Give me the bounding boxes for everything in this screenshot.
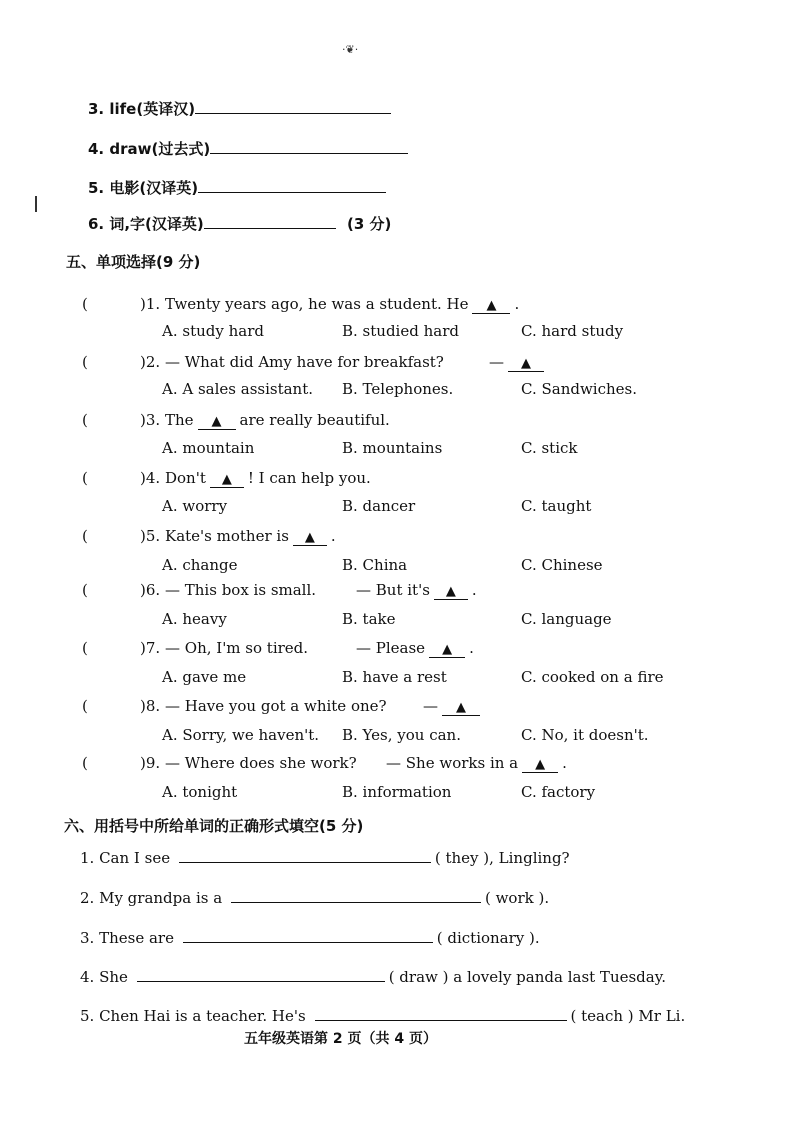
question-stem [165, 295, 519, 314]
fill-item-4 [80, 967, 666, 986]
option-c[interactable]: C. Sandwiches. [521, 380, 638, 398]
fill-item-prefix: 1. Can I see [80, 849, 171, 867]
stem-text: The [165, 411, 194, 429]
stem-text: — Please [356, 639, 426, 657]
question-stem [489, 353, 548, 372]
option-a[interactable]: A. A sales assistant. [162, 380, 314, 398]
fill-item-prefix: 2. My grandpa is a [80, 889, 223, 907]
answer-blank[interactable] [195, 99, 391, 114]
stem-text: — This box is small. [165, 581, 317, 599]
fill-item-prefix: 5. Chen Hai is a teacher. He's [80, 1007, 306, 1025]
stem-text: — [489, 353, 504, 371]
answer-blank[interactable] [434, 583, 468, 600]
triangle-icon: ▲ [445, 584, 456, 599]
answer-blank[interactable] [198, 178, 386, 193]
option-b[interactable]: B. studied hard [342, 322, 459, 340]
answer-blank[interactable] [198, 413, 236, 430]
option-c[interactable]: C. language [521, 610, 612, 628]
answer-blank[interactable] [522, 756, 558, 773]
vocab-item-label: 5. 电影(汉译英) [88, 179, 199, 197]
stem-text: . [514, 295, 520, 313]
option-c[interactable]: C. No, it doesn't. [521, 726, 649, 744]
answer-blank[interactable] [210, 139, 408, 154]
stem-text: Kate's mother is [165, 527, 289, 545]
question-number: )4. [140, 469, 161, 487]
stem-text: Don't [165, 469, 206, 487]
triangle-icon: ▲ [535, 757, 546, 772]
option-b[interactable]: B. have a rest [342, 668, 447, 686]
stem-text: — Where does she work? [165, 754, 357, 772]
answer-blank[interactable] [508, 355, 544, 372]
vocab-item-label: 4. draw(过去式) [88, 140, 211, 158]
vocab-item-label: 3. life(英译汉) [88, 100, 196, 118]
option-b[interactable]: B. information [342, 783, 452, 801]
option-a[interactable]: A. heavy [162, 610, 227, 628]
triangle-icon: ▲ [304, 530, 315, 545]
option-b[interactable]: B. Telephones. [342, 380, 454, 398]
question-stem [165, 697, 387, 715]
answer-paren[interactable]: ( [82, 639, 88, 657]
question-stem [386, 754, 567, 773]
fill-item-2 [80, 888, 549, 907]
option-b[interactable]: B. Yes, you can. [342, 726, 461, 744]
question-number: )9. [140, 754, 161, 772]
stem-text: . [330, 527, 336, 545]
question-stem [423, 697, 484, 716]
stem-text: — But it's [356, 581, 430, 599]
header-mark: ·❦· [342, 43, 359, 56]
stem-text: . [471, 581, 477, 599]
answer-blank[interactable] [183, 928, 433, 943]
question-number: )6. [140, 581, 161, 599]
question-stem [165, 527, 336, 546]
option-b[interactable]: B. mountains [342, 439, 443, 457]
vocab-item-6 [88, 213, 391, 234]
answer-blank[interactable] [315, 1006, 567, 1021]
option-a[interactable]: A. gave me [162, 668, 247, 686]
stem-text: — Oh, I'm so tired. [165, 639, 309, 657]
question-number: )7. [140, 639, 161, 657]
fill-item-5 [80, 1006, 685, 1025]
question-stem [165, 411, 390, 430]
question-number: )2. [140, 353, 161, 371]
triangle-icon: ▲ [456, 700, 466, 715]
answer-blank[interactable] [293, 529, 327, 546]
fill-item-hint: ( dictionary ). [436, 929, 540, 947]
option-b[interactable]: B. dancer [342, 497, 416, 515]
vocab-item-3 [88, 98, 391, 119]
answer-paren[interactable]: ( [82, 697, 88, 715]
question-number: )3. [140, 411, 161, 429]
question-number: )1. [140, 295, 161, 313]
answer-paren[interactable]: ( [82, 295, 88, 313]
option-c[interactable]: C. taught [521, 497, 592, 515]
fill-item-hint: ( draw ) a lovely panda last Tuesday. [388, 968, 666, 986]
fill-item-hint: ( they ), Lingling? [434, 849, 570, 867]
margin-mark [35, 196, 37, 212]
triangle-icon: ▲ [211, 414, 222, 429]
option-a[interactable]: A. tonight [162, 783, 238, 801]
fill-item-3 [80, 928, 540, 947]
stem-text: — [423, 697, 438, 715]
option-b[interactable]: B. take [342, 610, 396, 628]
triangle-icon: ▲ [521, 356, 531, 371]
option-c[interactable]: C. factory [521, 783, 596, 801]
answer-paren[interactable]: ( [82, 754, 88, 772]
option-b[interactable]: B. China [342, 556, 408, 574]
option-a[interactable]: A. Sorry, we haven't. [162, 726, 320, 744]
option-c[interactable]: C. cooked on a fire [521, 668, 664, 686]
stem-text: — She works in a [386, 754, 519, 772]
score-note: (3 分) [347, 215, 392, 233]
triangle-icon: ▲ [486, 298, 497, 313]
option-c[interactable]: C. Chinese [521, 556, 603, 574]
triangle-icon: ▲ [442, 642, 453, 657]
stem-text: . [469, 639, 474, 657]
option-c[interactable]: C. hard study [521, 322, 624, 340]
question-stem [356, 639, 474, 658]
question-number: )8. [140, 697, 161, 715]
vocab-item-5 [88, 177, 386, 198]
fill-item-hint: ( work ). [484, 889, 550, 907]
stem-text: ! I can help you. [247, 469, 371, 487]
question-number: )5. [140, 527, 161, 545]
answer-paren[interactable]: ( [82, 527, 88, 545]
question-stem [165, 469, 371, 488]
vocab-item-label: 6. 词,字(汉译英) [88, 215, 204, 233]
answer-blank[interactable] [204, 214, 336, 229]
section-5-title: 五、单项选择(9 分) [66, 253, 201, 271]
stem-text: . [562, 754, 567, 772]
stem-text: — Have you got a white one? [165, 697, 387, 715]
stem-text: — What did Amy have for breakfast? [165, 353, 444, 371]
option-a[interactable]: A. change [162, 556, 238, 574]
answer-paren[interactable]: ( [82, 469, 88, 487]
answer-paren[interactable]: ( [82, 581, 88, 599]
stem-text: Twenty years ago, he was a student. He [165, 295, 469, 313]
question-stem [356, 581, 477, 600]
fill-item-hint: ( teach ) Mr Li. [570, 1007, 686, 1025]
question-stem [165, 754, 357, 772]
option-c[interactable]: C. stick [521, 439, 578, 457]
option-a[interactable]: A. worry [162, 497, 228, 515]
triangle-icon: ▲ [221, 472, 232, 487]
question-stem [165, 581, 316, 599]
answer-blank[interactable] [231, 888, 481, 903]
stem-text: are really beautiful. [239, 411, 390, 429]
answer-paren[interactable]: ( [82, 411, 88, 429]
section-6-title: 六、用括号中所给单词的正确形式填空(5 分) [64, 817, 364, 835]
question-stem [165, 353, 444, 371]
answer-paren[interactable]: ( [82, 353, 88, 371]
question-stem [165, 639, 308, 657]
vocab-item-4 [88, 138, 408, 159]
option-a[interactable]: A. study hard [162, 322, 264, 340]
answer-blank[interactable] [472, 297, 510, 314]
answer-blank[interactable] [442, 699, 480, 716]
fill-item-prefix: 4. She [80, 968, 128, 986]
answer-blank[interactable] [429, 641, 465, 658]
fill-item-1 [80, 848, 570, 867]
answer-blank[interactable] [179, 848, 431, 863]
option-a[interactable]: A. mountain [162, 439, 255, 457]
answer-blank[interactable] [137, 967, 385, 982]
fill-item-prefix: 3. These are [80, 929, 174, 947]
answer-blank[interactable] [210, 471, 244, 488]
page-footer: 五年级英语第 2 页（共 4 页） [244, 1031, 437, 1047]
